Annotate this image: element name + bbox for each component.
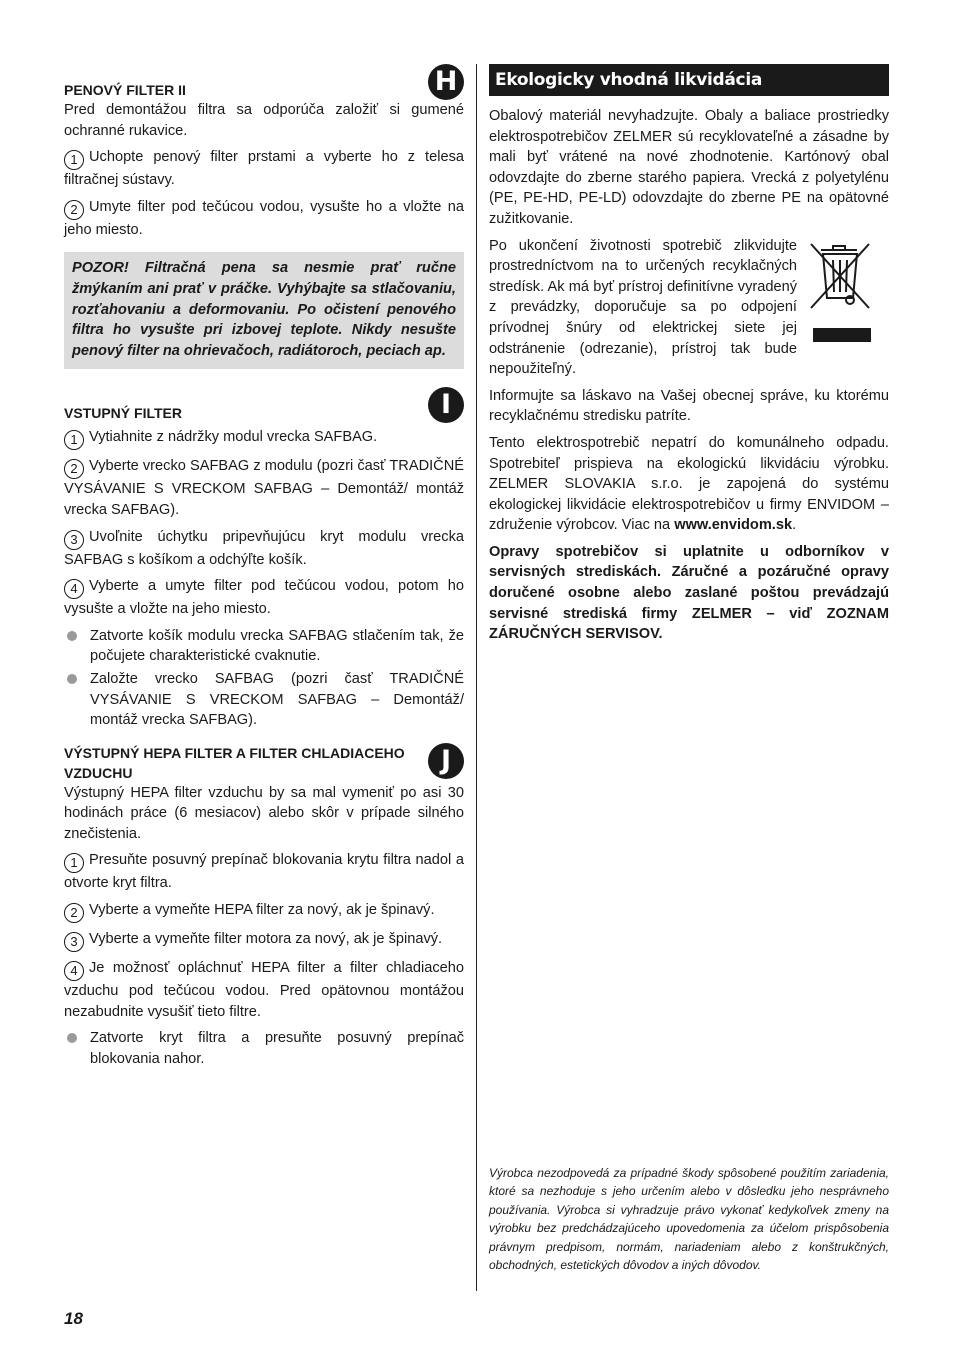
step-text: Vyberte a vymeňte HEPA filter za nový, ak je špinavý. bbox=[89, 902, 435, 919]
step-number: 2 bbox=[64, 200, 84, 220]
step-text: Vyberte a umyte filter pod tečúcou vodou, potom ho vysušte a vložte na jeho miesto. bbox=[64, 578, 464, 618]
page-number: 18 bbox=[64, 1309, 83, 1328]
section-title: VSTUPNÝ FILTER bbox=[64, 405, 182, 422]
bullet-dot-icon bbox=[67, 1033, 77, 1043]
bullet-text: Zatvorte kryt filtra a presuňte posuvný prepínač blokovania nahor. bbox=[90, 1030, 464, 1067]
disclaimer-footnote: Výrobca nezodpovedá za prípadné škody spôsobené použitím zariadenia, ktoré sa nezhoduje s jeho určením alebo v dôsledku jeho nesprávneho používania. Výrobca si vyhradzuje právo vykonať kedykoľvek zmeny na výrobku bez predchádzajúceho upovedomenia za účelom prispôsobenia právnym predpisom, normám, nariadeniam alebo z konštrukčných, obchodných, estetických dôvodov a iných dôvodov. bbox=[489, 1166, 889, 1273]
bullet-dot-icon bbox=[67, 674, 77, 684]
step-number: 1 bbox=[64, 853, 84, 873]
bullet-item bbox=[64, 669, 464, 731]
section-vystupny-hepa-filter bbox=[64, 741, 464, 783]
crossed-out-wheelie-bin-icon bbox=[807, 236, 889, 386]
step-number: 2 bbox=[64, 459, 84, 479]
step-item bbox=[64, 576, 464, 620]
eco-paragraph-3: Informujte sa láskavo na Vašej obecnej správe, ku ktorému recyklačnému stredisku patríte. bbox=[489, 387, 889, 425]
vystupny-intro: Výstupný HEPA filter vzduchu by sa mal vymeniť po asi 30 hodinách práce (6 mesiacov) alebo skôr v prípade silného znečistenia. bbox=[64, 784, 464, 842]
step-number: 1 bbox=[64, 430, 84, 450]
eco-paragraph-1: Obalový materiál nevyhadzujte. Obaly a baliace prostriedky elektrospotrebičov ZELMER sú recyklovateľné a zásadne by mali byť vrátené na nové zhodnotenie. Kartónový obal odovzdajte do zberne starého papiera. Vrecká z polyetylénu (PE, PE-HD, PE-LD) odovzdajte do zberne PE na opätovné zužitkovanie. bbox=[489, 108, 889, 227]
envidom-link[interactable]: www.envidom.sk bbox=[674, 517, 793, 534]
eco-disposal-block bbox=[489, 236, 889, 386]
step-item bbox=[64, 900, 464, 923]
step-item bbox=[64, 427, 464, 450]
eco-paragraph-4 bbox=[489, 433, 889, 536]
step-number: 4 bbox=[64, 579, 84, 599]
penovy-intro: Pred demontážou filtra sa odporúča založiť si gumené ochranné rukavice. bbox=[64, 102, 464, 139]
step-item bbox=[64, 958, 464, 1022]
step-text: Vyberte a vymeňte filter motora za nový, ak je špinavý. bbox=[89, 931, 443, 948]
warning-box: POZOR! Filtračná pena sa nesmie prať ručne žmýkaním ani prať v práčke. Vyhýbajte sa stlačovaniu, rozťahovaniu a deformovaniu. Po očistení penového filtra ho vysušte pri izbovej teplote. Nikdy nesušte penový filter na ohrievačoch, radiátoroch, peciach ap. bbox=[64, 252, 464, 369]
step-number: 4 bbox=[64, 961, 84, 981]
step-item bbox=[64, 456, 464, 520]
section-letter-h-badge: H bbox=[428, 64, 464, 100]
eco-paragraph-4-end: . bbox=[792, 517, 797, 534]
step-text: Umyte filter pod tečúcou vodou, vysušte ho a vložte na jeho miesto. bbox=[64, 198, 464, 238]
step-text: Uvoľnite úchytku pripevňujúcu kryt modulu vrecka SAFBAG s košíkom a odchýľte košík. bbox=[64, 528, 464, 568]
section-title: VÝSTUPNÝ HEPA FILTER A FILTER CHLADIACEHO VZDUCHU bbox=[64, 744, 405, 781]
step-item bbox=[64, 147, 464, 191]
step-text: Vyberte vrecko SAFBAG z modulu (pozri časť TRADIČNÉ VYSÁVANIE S VRECKOM SAFBAG – Demontáž/ montáž vrecka SAFBAG). bbox=[64, 458, 464, 518]
bullet-item bbox=[64, 1028, 464, 1069]
section-letter-i-badge: I bbox=[428, 387, 464, 423]
step-text: Je možnosť opláchnuť HEPA filter a filter chladiaceho vzduchu pod tečúcou vodou. Pred opätovnou montážou nezabudnite vysušiť tieto filtre. bbox=[64, 960, 464, 1020]
eco-paragraph-2: Po ukončení životnosti spotrebič zlikvidujte prostredníctvom na to určených recyklačných stredísk. Ak má byť prístroj definitívne vyradený z prevádzky, doporučuje sa po odpojení prívodnej šnúry od elektrickej siete jej odstránenie (odrezanie), prístroj tak bude nepoužiteľný. bbox=[489, 237, 797, 378]
step-text: Presuňte posuvný prepínač blokovania krytu filtra nadol a otvorte kryt filtra. bbox=[64, 852, 464, 892]
step-item bbox=[64, 929, 464, 952]
bullet-text: Zatvorte košík modulu vrecka SAFBAG stlačením tak, že počujete charakteristické cvaknutie. bbox=[90, 627, 464, 665]
step-number: 3 bbox=[64, 932, 84, 952]
left-column bbox=[64, 64, 464, 1071]
bullet-item bbox=[64, 626, 464, 667]
step-item bbox=[64, 850, 464, 894]
step-number: 3 bbox=[64, 530, 84, 550]
step-item bbox=[64, 197, 464, 241]
column-divider bbox=[476, 64, 477, 1291]
section-vstupny-filter bbox=[64, 387, 464, 423]
section-letter-j-badge: J bbox=[428, 743, 464, 779]
section-penovy-filter bbox=[64, 64, 464, 100]
step-number: 1 bbox=[64, 150, 84, 170]
eco-paragraph-4-text: Tento elektrospotrebič nepatrí do komunálneho odpadu. Spotrebiteľ prispieva na ekologickú likvidáciu výrobku. ZELMER SLOVAKIA s.r.o. je zapojená do systému ekologickej likvidácie elektrospotrebičov u firmy ENVIDOM – združenie výrobcov. Viac na bbox=[489, 434, 889, 534]
eco-section-header: Ekologicky vhodná likvidácia bbox=[489, 64, 889, 96]
bullet-dot-icon bbox=[67, 631, 77, 641]
step-text: Vytiahnite z nádržky modul vrecka SAFBAG. bbox=[89, 429, 378, 446]
eco-paragraph-5: Opravy spotrebičov si uplatnite u odborníkov v servisných strediskách. Záručné a pozáručné opravy doručené osobne alebo zaslané poštou prevádzajú servisné strediská firmy ZELMER – viď ZOZNAM ZÁRUČNÝCH SERVISOV. bbox=[489, 543, 889, 643]
step-item bbox=[64, 527, 464, 571]
step-number: 2 bbox=[64, 903, 84, 923]
section-title: PENOVÝ FILTER II bbox=[64, 82, 186, 98]
bullet-text: Založte vrecko SAFBAG (pozri časť TRADIČNÉ VYSÁVANIE S VRECKOM SAFBAG – Demontáž/ montáž vrecka SAFBAG). bbox=[90, 670, 464, 729]
step-text: Uchopte penový filter prstami a vyberte ho z telesa filtračnej sústavy. bbox=[64, 149, 464, 189]
right-column bbox=[489, 64, 889, 651]
